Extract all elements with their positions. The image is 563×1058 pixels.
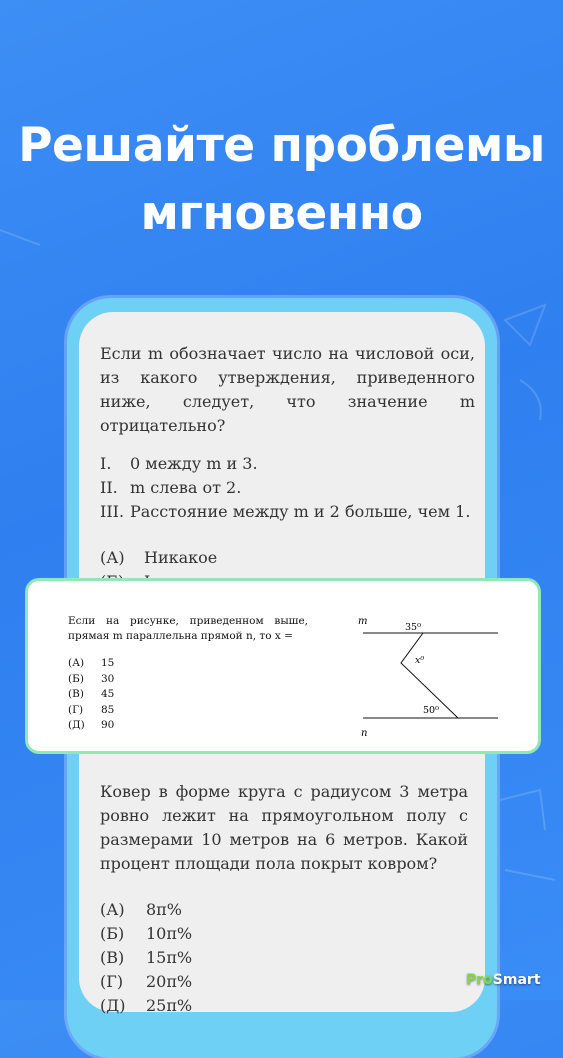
question-2-text: Ковер в форме круга с радиусом 3 метра ровно лежит на прямоугольном полу с размерами 10 метров на 6 метров. Какой процент площади пола покрыт ковром? — [100, 782, 468, 873]
angle-35-label: 35⁰ — [405, 622, 421, 633]
option-key: (Г) — [100, 972, 124, 991]
option-text: 20π% — [146, 972, 193, 991]
answer-option[interactable] — [100, 970, 468, 994]
question-1-statements — [100, 452, 475, 524]
answer-option[interactable] — [68, 718, 308, 734]
option-text: 25π% — [146, 996, 193, 1015]
statement-key: III. — [100, 502, 125, 521]
option-key: (А) — [100, 900, 125, 919]
scanned-question — [68, 614, 308, 734]
question-2-options — [100, 898, 468, 1018]
statement-text: m слева от 2. — [130, 478, 242, 497]
option-text: 90 — [101, 719, 115, 731]
brand-pro: Pro — [466, 972, 493, 988]
option-key: (Д) — [68, 719, 85, 731]
option-key: (Г) — [68, 703, 84, 716]
option-key: (В) — [68, 688, 84, 700]
question-1-text: Если m обозначает число на числовой оси, из какого утверждения, приведенного ниже, следует, что значение m отрицательно? — [100, 344, 475, 435]
option-key: (Б) — [68, 672, 84, 685]
option-text: 30 — [101, 672, 115, 685]
brand-smart: Smart — [492, 972, 541, 988]
answer-option[interactable] — [68, 687, 308, 703]
option-key: (А) — [68, 657, 85, 669]
scanned-options — [68, 656, 308, 734]
answer-option[interactable] — [100, 994, 468, 1018]
statement-text: 0 между m и 3. — [130, 454, 258, 473]
statement-item — [100, 500, 475, 524]
answer-option[interactable] — [68, 656, 308, 672]
option-text: 8π% — [146, 900, 182, 919]
headline — [0, 112, 563, 248]
option-text: 10π% — [146, 924, 193, 943]
scanned-question-text: Если на рисунке, приведенном выше, прямая m параллельна прямой n, то x = — [68, 615, 308, 642]
option-text: Никакое — [144, 548, 218, 567]
answer-option[interactable] — [100, 946, 468, 970]
answer-option[interactable] — [100, 546, 475, 570]
statement-text: Расстояние между m и 2 больше, чем 1. — [130, 502, 471, 521]
question-1 — [100, 342, 475, 594]
option-key: (В) — [100, 948, 125, 967]
option-text: 45 — [101, 688, 115, 700]
angle-x-label: x⁰ — [415, 655, 425, 666]
answer-option[interactable] — [100, 922, 468, 946]
answer-option[interactable] — [100, 898, 468, 922]
prosmart-watermark — [466, 972, 541, 988]
angle-50-label: 50⁰ — [423, 705, 439, 716]
option-key: (А) — [100, 548, 125, 567]
statement-key: I. — [100, 454, 112, 473]
label-n: n — [361, 728, 368, 739]
statement-item — [100, 476, 475, 500]
option-text: 15π% — [146, 948, 193, 967]
statement-item — [100, 452, 475, 476]
label-m: m — [358, 616, 368, 627]
scan-frame[interactable] — [25, 578, 541, 754]
option-text: 15 — [101, 657, 115, 669]
question-2 — [100, 780, 468, 1018]
statement-key: II. — [100, 478, 118, 497]
answer-option[interactable] — [68, 672, 308, 688]
headline-line-1: Решайте проблемы — [18, 118, 545, 173]
answer-option[interactable] — [68, 703, 308, 719]
option-key: (Д) — [100, 996, 126, 1015]
option-key: (Б) — [100, 924, 125, 943]
option-text: 85 — [101, 703, 115, 716]
headline-line-2: мгновенно — [140, 186, 423, 241]
geometry-figure — [353, 611, 523, 741]
